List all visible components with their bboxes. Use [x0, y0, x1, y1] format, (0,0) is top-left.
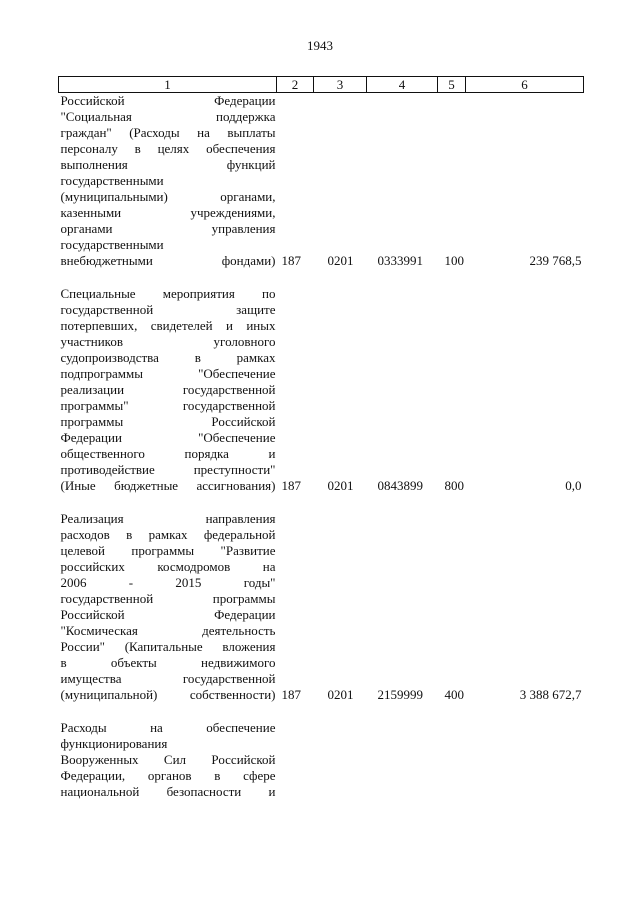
budget-table [58, 76, 584, 800]
description-line: Расходы на обеспечение [60, 720, 276, 735]
row-section-code: 0201 [327, 253, 354, 268]
description-line: в объекты недвижимого [60, 655, 276, 670]
description-line: целевой программы "Развитие [60, 543, 276, 558]
row-description [59, 720, 277, 800]
header-row [59, 77, 584, 93]
row-amount: 0,0 [565, 478, 582, 493]
row-expense-type: 400 [444, 687, 464, 702]
description-line: Российской Федерации [60, 607, 276, 622]
description-line: (муниципальной) собственности) [60, 687, 276, 702]
header-col-2: 2 [277, 77, 314, 93]
row-expense-type: 100 [444, 253, 464, 268]
row-ministry-code: 187 [281, 253, 301, 268]
description-line: государственными [60, 237, 164, 252]
description-line: 2006 - 2015 годы" [60, 575, 276, 590]
row-target-code [367, 720, 438, 800]
description-line: внебюджетными фондами) [60, 253, 276, 268]
row-spacer-cell [59, 269, 584, 286]
description-line: персоналу в целях обеспечения [60, 141, 276, 156]
page-number: 1943 [307, 38, 333, 53]
header-col-6: 6 [466, 77, 584, 93]
row-amount: 3 388 672,7 [519, 687, 582, 702]
description-line: выполнения функций [60, 157, 276, 172]
description-line: судопроизводства в рамках [60, 350, 276, 365]
row-section-code: 0201 [327, 478, 354, 493]
description-line: функционирования [60, 736, 168, 751]
description-line: Российской Федерации [60, 93, 276, 108]
row-ministry-code: 187 [281, 478, 301, 493]
description-line: органами управления [60, 221, 276, 236]
description-line: "Космическая деятельность [60, 623, 276, 638]
row-amount [466, 720, 584, 800]
description-line: общественного порядка и [60, 446, 276, 461]
row-ministry-code [277, 720, 314, 800]
description-line: участников уголовного [60, 334, 276, 349]
row-target-code: 0843899 [377, 478, 423, 493]
row-section-code [314, 720, 367, 800]
description-line: государственной защите [60, 302, 276, 317]
description-line: Вооруженных Сил Российской [60, 752, 276, 767]
row-expense-type [438, 720, 466, 800]
description-line: Специальные мероприятия по [60, 286, 276, 301]
description-line: (муниципальными) органами, [60, 189, 276, 204]
row-target-code: 2159999 [377, 687, 423, 702]
description-line: программы" государственной [60, 398, 276, 413]
description-line: потерпевших, свидетелей и иных [60, 318, 276, 333]
header-col-4: 4 [367, 77, 438, 93]
description-line: граждан" (Расходы на выплаты [60, 125, 276, 140]
header-col-5: 5 [438, 77, 466, 93]
row-spacer [59, 269, 584, 286]
table-row [59, 511, 584, 703]
table-row [59, 286, 584, 494]
description-line: государственной программы [60, 591, 276, 606]
description-line: национальной безопасности и [60, 784, 276, 799]
description-line: программы Российской [60, 414, 276, 429]
description-line: реализации государственной [60, 382, 276, 397]
description-line: казенными учреждениями, [60, 205, 276, 220]
description-line: "Социальная поддержка [60, 109, 276, 124]
row-description [59, 511, 277, 703]
table-row [59, 720, 584, 800]
row-spacer [59, 703, 584, 720]
row-amount: 239 768,5 [529, 253, 582, 268]
description-line: Федерации, органов в сфере [60, 768, 276, 783]
description-line: государственными [60, 173, 164, 188]
row-expense-type: 800 [444, 478, 464, 493]
description-line: расходов в рамках федеральной [60, 527, 276, 542]
row-spacer-cell [59, 703, 584, 720]
description-line: Реализация направления [60, 511, 276, 526]
row-spacer-cell [59, 494, 584, 511]
description-line: имущества государственной [60, 671, 276, 686]
row-section-code: 0201 [327, 687, 354, 702]
row-description [59, 93, 277, 270]
row-description [59, 286, 277, 494]
description-line: противодействие преступности" [60, 462, 276, 477]
description-line: российских космодромов на [60, 559, 276, 574]
table-row [59, 93, 584, 270]
row-target-code: 0333991 [377, 253, 423, 268]
header-col-1: 1 [59, 77, 277, 93]
description-line: Федерации "Обеспечение [60, 430, 276, 445]
row-spacer [59, 494, 584, 511]
row-ministry-code: 187 [281, 687, 301, 702]
header-col-3: 3 [314, 77, 367, 93]
description-line: России" (Капитальные вложения [60, 639, 276, 654]
description-line: подпрограммы "Обеспечение [60, 366, 276, 381]
table-body [59, 93, 584, 801]
description-line: (Иные бюджетные ассигнования) [60, 478, 276, 493]
